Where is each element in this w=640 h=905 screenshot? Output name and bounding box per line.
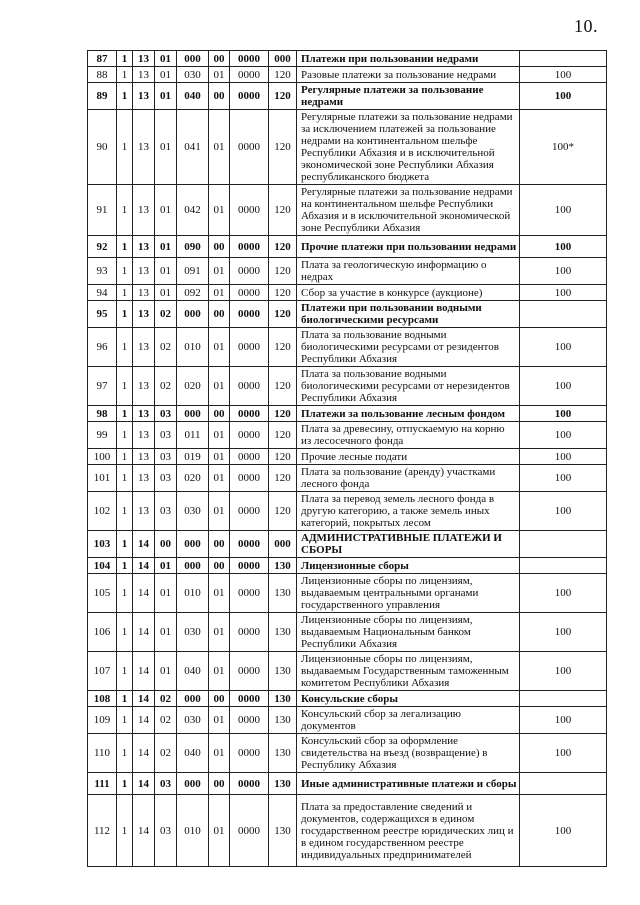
income-name-cell: Платежи при пользовании недрами [297, 51, 520, 67]
code-article-cell: 01 [155, 110, 177, 185]
row-number-cell: 104 [88, 558, 117, 574]
percent-amount-cell: 100 [520, 734, 607, 773]
code-subarticle-cell: 090 [177, 236, 209, 258]
income-name-cell: Прочие платежи при пользовании недрами [297, 236, 520, 258]
table-body [88, 51, 607, 867]
code-subarticle-cell: 000 [177, 406, 209, 422]
code-subgroup-cell: 14 [133, 574, 155, 613]
code-subarticle-cell: 019 [177, 449, 209, 465]
percent-amount-cell: 100 [520, 449, 607, 465]
code-article-cell: 03 [155, 465, 177, 492]
code-subarticle-cell: 000 [177, 531, 209, 558]
table-row [88, 328, 607, 367]
code-program-cell: 0000 [230, 51, 269, 67]
percent-amount-cell: 100* [520, 110, 607, 185]
code-article-cell: 01 [155, 67, 177, 83]
income-name-cell: Лицензионные сборы по лицензиям, выдаваемым Государственным таможенным комитетом Республики Абхазия [297, 652, 520, 691]
code-element-cell: 01 [209, 734, 230, 773]
code-article-cell: 01 [155, 258, 177, 285]
income-name-cell: Разовые платежи за пользование недрами [297, 67, 520, 83]
income-name-cell: Иные административные платежи и сборы [297, 773, 520, 795]
code-program-cell: 0000 [230, 449, 269, 465]
code-economic-cell: 120 [269, 465, 297, 492]
income-name-cell: Регулярные платежи за пользование недрами [297, 83, 520, 110]
code-subgroup-cell: 13 [133, 328, 155, 367]
income-name-cell: Регулярные платежи за пользование недрами на континентальном шельфе Республики Абхазия и в исключительной экономической зоне Республики Абхазия [297, 185, 520, 236]
code-subgroup-cell: 14 [133, 652, 155, 691]
code-program-cell: 0000 [230, 558, 269, 574]
code-subarticle-cell: 010 [177, 574, 209, 613]
code-element-cell: 01 [209, 795, 230, 867]
percent-amount-cell: 100 [520, 406, 607, 422]
code-group-cell: 1 [117, 773, 133, 795]
code-subgroup-cell: 13 [133, 406, 155, 422]
code-subgroup-cell: 14 [133, 558, 155, 574]
code-element-cell: 00 [209, 301, 230, 328]
table-row [88, 67, 607, 83]
code-element-cell: 00 [209, 773, 230, 795]
code-subarticle-cell: 000 [177, 558, 209, 574]
code-economic-cell: 130 [269, 613, 297, 652]
code-subarticle-cell: 010 [177, 328, 209, 367]
row-number-cell: 103 [88, 531, 117, 558]
code-economic-cell: 000 [269, 51, 297, 67]
percent-amount-cell: 100 [520, 236, 607, 258]
code-subgroup-cell: 13 [133, 367, 155, 406]
income-name-cell: Плата за древесину, отпускаемую на корню из лесосечного фонда [297, 422, 520, 449]
code-element-cell: 01 [209, 285, 230, 301]
table-row [88, 773, 607, 795]
code-subarticle-cell: 000 [177, 691, 209, 707]
code-group-cell: 1 [117, 406, 133, 422]
income-name-cell: Платежи при пользовании водными биологическими ресурсами [297, 301, 520, 328]
code-group-cell: 1 [117, 492, 133, 531]
code-subgroup-cell: 14 [133, 691, 155, 707]
code-subarticle-cell: 040 [177, 83, 209, 110]
row-number-cell: 96 [88, 328, 117, 367]
code-article-cell: 01 [155, 236, 177, 258]
percent-amount-cell [520, 773, 607, 795]
code-program-cell: 0000 [230, 795, 269, 867]
code-article-cell: 03 [155, 492, 177, 531]
percent-amount-cell: 100 [520, 67, 607, 83]
code-article-cell: 02 [155, 328, 177, 367]
code-economic-cell: 120 [269, 258, 297, 285]
code-element-cell: 01 [209, 465, 230, 492]
code-subarticle-cell: 092 [177, 285, 209, 301]
code-subgroup-cell: 14 [133, 773, 155, 795]
code-element-cell: 01 [209, 613, 230, 652]
code-element-cell: 01 [209, 449, 230, 465]
code-subgroup-cell: 14 [133, 613, 155, 652]
code-element-cell: 01 [209, 185, 230, 236]
code-program-cell: 0000 [230, 301, 269, 328]
row-number-cell: 100 [88, 449, 117, 465]
code-program-cell: 0000 [230, 285, 269, 301]
code-article-cell: 02 [155, 367, 177, 406]
code-economic-cell: 130 [269, 773, 297, 795]
code-article-cell: 03 [155, 422, 177, 449]
code-article-cell: 02 [155, 301, 177, 328]
table-row [88, 301, 607, 328]
code-subgroup-cell: 13 [133, 258, 155, 285]
code-group-cell: 1 [117, 83, 133, 110]
code-article-cell: 01 [155, 51, 177, 67]
code-article-cell: 03 [155, 795, 177, 867]
code-article-cell: 01 [155, 185, 177, 236]
code-program-cell: 0000 [230, 110, 269, 185]
code-group-cell: 1 [117, 422, 133, 449]
code-subarticle-cell: 000 [177, 773, 209, 795]
code-group-cell: 1 [117, 328, 133, 367]
code-element-cell: 01 [209, 707, 230, 734]
code-group-cell: 1 [117, 691, 133, 707]
code-article-cell: 01 [155, 613, 177, 652]
page-number: 10. [574, 16, 598, 36]
code-program-cell: 0000 [230, 422, 269, 449]
code-program-cell: 0000 [230, 83, 269, 110]
row-number-cell: 99 [88, 422, 117, 449]
table-row [88, 652, 607, 691]
code-group-cell: 1 [117, 67, 133, 83]
code-subarticle-cell: 030 [177, 492, 209, 531]
income-name-cell: Лицензионные сборы по лицензиям, выдаваемым центральными органами государственного управления [297, 574, 520, 613]
code-element-cell: 01 [209, 574, 230, 613]
income-name-cell: Плата за пользование (аренду) участками лесного фонда [297, 465, 520, 492]
code-subgroup-cell: 13 [133, 185, 155, 236]
table-row [88, 406, 607, 422]
percent-amount-cell: 100 [520, 185, 607, 236]
income-name-cell: Плата за геологическую информацию о недрах [297, 258, 520, 285]
code-element-cell: 01 [209, 422, 230, 449]
code-subarticle-cell: 000 [177, 301, 209, 328]
code-subgroup-cell: 13 [133, 51, 155, 67]
code-program-cell: 0000 [230, 328, 269, 367]
code-article-cell: 01 [155, 652, 177, 691]
code-economic-cell: 120 [269, 185, 297, 236]
code-element-cell: 01 [209, 328, 230, 367]
table-row [88, 707, 607, 734]
code-subarticle-cell: 041 [177, 110, 209, 185]
percent-amount-cell: 100 [520, 795, 607, 867]
code-subarticle-cell: 000 [177, 51, 209, 67]
code-group-cell: 1 [117, 258, 133, 285]
code-subarticle-cell: 010 [177, 795, 209, 867]
code-economic-cell: 120 [269, 83, 297, 110]
code-group-cell: 1 [117, 795, 133, 867]
code-subarticle-cell: 030 [177, 67, 209, 83]
code-element-cell: 00 [209, 83, 230, 110]
code-article-cell: 02 [155, 691, 177, 707]
code-article-cell: 02 [155, 734, 177, 773]
code-program-cell: 0000 [230, 465, 269, 492]
code-group-cell: 1 [117, 185, 133, 236]
percent-amount-cell [520, 558, 607, 574]
code-article-cell: 01 [155, 558, 177, 574]
code-element-cell: 01 [209, 492, 230, 531]
code-subgroup-cell: 13 [133, 422, 155, 449]
table-row [88, 185, 607, 236]
code-economic-cell: 120 [269, 492, 297, 531]
code-economic-cell: 130 [269, 558, 297, 574]
row-number-cell: 110 [88, 734, 117, 773]
percent-amount-cell: 100 [520, 83, 607, 110]
code-subgroup-cell: 13 [133, 449, 155, 465]
percent-amount-cell: 100 [520, 492, 607, 531]
code-subgroup-cell: 13 [133, 83, 155, 110]
code-subgroup-cell: 14 [133, 795, 155, 867]
income-name-cell: Платежи за пользование лесным фондом [297, 406, 520, 422]
code-subarticle-cell: 030 [177, 613, 209, 652]
percent-amount-cell: 100 [520, 422, 607, 449]
table-row [88, 449, 607, 465]
code-element-cell: 00 [209, 236, 230, 258]
code-program-cell: 0000 [230, 258, 269, 285]
code-subgroup-cell: 14 [133, 734, 155, 773]
code-subgroup-cell: 14 [133, 707, 155, 734]
income-name-cell: Лицензионные сборы [297, 558, 520, 574]
code-program-cell: 0000 [230, 185, 269, 236]
code-group-cell: 1 [117, 707, 133, 734]
table-row [88, 258, 607, 285]
table-row [88, 574, 607, 613]
income-name-cell: Консульские сборы [297, 691, 520, 707]
income-name-cell: Регулярные платежи за пользование недрами за исключением платежей за пользование недрами на континентальном шельфе Республики Абхазия и в исключительной экономической зоне Республики Абхазия республиканского бюджета [297, 110, 520, 185]
code-economic-cell: 120 [269, 301, 297, 328]
code-group-cell: 1 [117, 236, 133, 258]
budget-classification-table [87, 50, 607, 867]
code-subgroup-cell: 13 [133, 492, 155, 531]
code-subarticle-cell: 020 [177, 465, 209, 492]
code-group-cell: 1 [117, 285, 133, 301]
row-number-cell: 95 [88, 301, 117, 328]
code-subarticle-cell: 020 [177, 367, 209, 406]
code-group-cell: 1 [117, 110, 133, 185]
code-program-cell: 0000 [230, 367, 269, 406]
code-program-cell: 0000 [230, 67, 269, 83]
code-element-cell: 01 [209, 652, 230, 691]
row-number-cell: 88 [88, 67, 117, 83]
code-group-cell: 1 [117, 51, 133, 67]
income-name-cell: АДМИНИСТРАТИВНЫЕ ПЛАТЕЖИ И СБОРЫ [297, 531, 520, 558]
code-element-cell: 01 [209, 367, 230, 406]
code-economic-cell: 120 [269, 406, 297, 422]
table-row [88, 422, 607, 449]
table-row [88, 51, 607, 67]
code-article-cell: 02 [155, 707, 177, 734]
code-economic-cell: 130 [269, 795, 297, 867]
percent-amount-cell: 100 [520, 328, 607, 367]
code-subgroup-cell: 13 [133, 110, 155, 185]
table-row [88, 285, 607, 301]
code-program-cell: 0000 [230, 613, 269, 652]
code-article-cell: 03 [155, 449, 177, 465]
income-name-cell: Плата за перевод земель лесного фонда в другую категорию, а также земель иных категорий, покрытых лесом [297, 492, 520, 531]
code-group-cell: 1 [117, 449, 133, 465]
row-number-cell: 102 [88, 492, 117, 531]
code-economic-cell: 120 [269, 67, 297, 83]
code-element-cell: 00 [209, 406, 230, 422]
table-row [88, 236, 607, 258]
percent-amount-cell: 100 [520, 652, 607, 691]
code-program-cell: 0000 [230, 652, 269, 691]
code-economic-cell: 120 [269, 449, 297, 465]
code-group-cell: 1 [117, 734, 133, 773]
code-subgroup-cell: 14 [133, 531, 155, 558]
code-subarticle-cell: 040 [177, 652, 209, 691]
code-element-cell: 01 [209, 67, 230, 83]
code-article-cell: 03 [155, 773, 177, 795]
row-number-cell: 92 [88, 236, 117, 258]
code-economic-cell: 130 [269, 691, 297, 707]
code-group-cell: 1 [117, 613, 133, 652]
percent-amount-cell [520, 691, 607, 707]
percent-amount-cell: 100 [520, 258, 607, 285]
code-element-cell: 00 [209, 691, 230, 707]
percent-amount-cell: 100 [520, 285, 607, 301]
income-name-cell: Плата за пользование водными биологическими ресурсами от резидентов Республики Абхазия [297, 328, 520, 367]
code-subarticle-cell: 011 [177, 422, 209, 449]
row-number-cell: 91 [88, 185, 117, 236]
code-program-cell: 0000 [230, 691, 269, 707]
code-program-cell: 0000 [230, 492, 269, 531]
code-subgroup-cell: 13 [133, 285, 155, 301]
code-economic-cell: 120 [269, 422, 297, 449]
code-program-cell: 0000 [230, 707, 269, 734]
table-row [88, 795, 607, 867]
code-economic-cell: 130 [269, 574, 297, 613]
code-program-cell: 0000 [230, 406, 269, 422]
percent-amount-cell: 100 [520, 707, 607, 734]
code-element-cell: 01 [209, 258, 230, 285]
code-economic-cell: 120 [269, 367, 297, 406]
table-row [88, 110, 607, 185]
code-economic-cell: 120 [269, 110, 297, 185]
row-number-cell: 105 [88, 574, 117, 613]
code-economic-cell: 120 [269, 328, 297, 367]
table-row [88, 613, 607, 652]
code-group-cell: 1 [117, 652, 133, 691]
row-number-cell: 90 [88, 110, 117, 185]
row-number-cell: 94 [88, 285, 117, 301]
row-number-cell: 112 [88, 795, 117, 867]
row-number-cell: 101 [88, 465, 117, 492]
table-row [88, 465, 607, 492]
code-program-cell: 0000 [230, 574, 269, 613]
code-group-cell: 1 [117, 574, 133, 613]
percent-amount-cell [520, 531, 607, 558]
percent-amount-cell [520, 51, 607, 67]
percent-amount-cell: 100 [520, 613, 607, 652]
code-subarticle-cell: 030 [177, 707, 209, 734]
table-row [88, 531, 607, 558]
table-row [88, 367, 607, 406]
code-economic-cell: 000 [269, 531, 297, 558]
table-row [88, 83, 607, 110]
percent-amount-cell: 100 [520, 574, 607, 613]
row-number-cell: 109 [88, 707, 117, 734]
code-group-cell: 1 [117, 301, 133, 328]
row-number-cell: 97 [88, 367, 117, 406]
income-name-cell: Плата за пользование водными биологическими ресурсами от нерезидентов Республики Абхазия [297, 367, 520, 406]
code-subarticle-cell: 040 [177, 734, 209, 773]
row-number-cell: 98 [88, 406, 117, 422]
row-number-cell: 107 [88, 652, 117, 691]
code-element-cell: 00 [209, 51, 230, 67]
code-subgroup-cell: 13 [133, 236, 155, 258]
code-program-cell: 0000 [230, 773, 269, 795]
code-group-cell: 1 [117, 531, 133, 558]
code-element-cell: 01 [209, 110, 230, 185]
code-article-cell: 00 [155, 531, 177, 558]
code-element-cell: 00 [209, 558, 230, 574]
table-row [88, 558, 607, 574]
code-program-cell: 0000 [230, 734, 269, 773]
code-economic-cell: 130 [269, 652, 297, 691]
code-article-cell: 01 [155, 83, 177, 110]
code-subarticle-cell: 091 [177, 258, 209, 285]
income-name-cell: Плата за предоставление сведений и документов, содержащихся в едином государственном реестре юридических лиц и в едином государственном реестре индивидуальных предпринимателей [297, 795, 520, 867]
code-group-cell: 1 [117, 367, 133, 406]
code-article-cell: 03 [155, 406, 177, 422]
code-article-cell: 01 [155, 285, 177, 301]
row-number-cell: 106 [88, 613, 117, 652]
code-element-cell: 00 [209, 531, 230, 558]
percent-amount-cell: 100 [520, 465, 607, 492]
percent-amount-cell: 100 [520, 367, 607, 406]
table-row [88, 492, 607, 531]
code-group-cell: 1 [117, 558, 133, 574]
income-name-cell: Лицензионные сборы по лицензиям, выдаваемым Национальным банком Республики Абхазия [297, 613, 520, 652]
code-economic-cell: 130 [269, 734, 297, 773]
row-number-cell: 93 [88, 258, 117, 285]
percent-amount-cell [520, 301, 607, 328]
table-row [88, 691, 607, 707]
code-economic-cell: 120 [269, 236, 297, 258]
income-name-cell: Консульский сбор за оформление свидетельства на въезд (возвращение) в Республику Абхазия [297, 734, 520, 773]
row-number-cell: 89 [88, 83, 117, 110]
code-subgroup-cell: 13 [133, 465, 155, 492]
row-number-cell: 87 [88, 51, 117, 67]
code-article-cell: 01 [155, 574, 177, 613]
income-name-cell: Прочие лесные подати [297, 449, 520, 465]
code-group-cell: 1 [117, 465, 133, 492]
code-program-cell: 0000 [230, 531, 269, 558]
code-subgroup-cell: 13 [133, 67, 155, 83]
code-subarticle-cell: 042 [177, 185, 209, 236]
code-economic-cell: 120 [269, 285, 297, 301]
table-row [88, 734, 607, 773]
code-program-cell: 0000 [230, 236, 269, 258]
row-number-cell: 108 [88, 691, 117, 707]
code-economic-cell: 130 [269, 707, 297, 734]
income-name-cell: Консульский сбор за легализацию документов [297, 707, 520, 734]
income-name-cell: Сбор за участие в конкурсе (аукционе) [297, 285, 520, 301]
row-number-cell: 111 [88, 773, 117, 795]
code-subgroup-cell: 13 [133, 301, 155, 328]
